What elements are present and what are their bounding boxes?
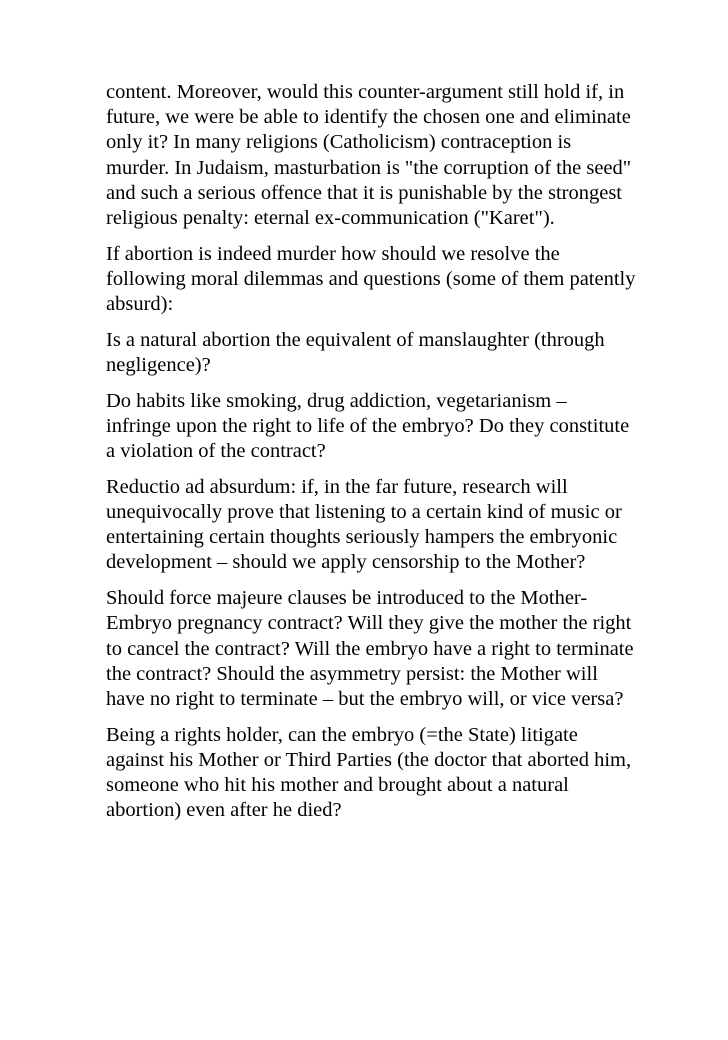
paragraph-5: Reductio ad absurdum: if, in the far future, research will unequivocally prove that listening to a certain kind of music or entertaining certain thoughts seriously hampers the embryonic development – should we apply censorship to the Mother? xyxy=(106,475,622,574)
paragraph-7: Being a rights holder, can the embryo (=the State) litigate against his Mother or Third Parties (the doctor that aborted him, someone who hit his mother and brought about a natural abortion) even after he died? xyxy=(106,723,632,822)
paragraph-1: content. Moreover, would this counter-argument still hold if, in future, we were be able to identify the chosen one and eliminate only it? In many religions (Catholicism) contraception is murder. In Judaism, masturbation is "the corruption of the seed" and such a serious offence that it is punishable by the strongest religious penalty: eternal ex-communication ("Karet"). xyxy=(106,81,632,230)
paragraph-3: Is a natural abortion the equivalent of manslaughter (through negligence)? xyxy=(106,328,605,377)
paragraph-6: Should force majeure clauses be introduced to the Mother-Embryo pregnancy contract? Will they give the mother the right to cancel the contract? Will the embryo have a right to terminate the contract? Should the asymmetry persist: the Mother will have no right to terminate – but the embryo will, or vice versa? xyxy=(106,587,634,710)
paragraph-2: If abortion is indeed murder how should we resolve the following moral dilemmas and questions (some of them patently absurd): xyxy=(106,242,636,316)
paragraph-4: Do habits like smoking, drug addiction, vegetarianism – infringe upon the right to life of the embryo? Do they constitute a violation of the contract? xyxy=(106,389,630,463)
body-text xyxy=(106,80,636,834)
